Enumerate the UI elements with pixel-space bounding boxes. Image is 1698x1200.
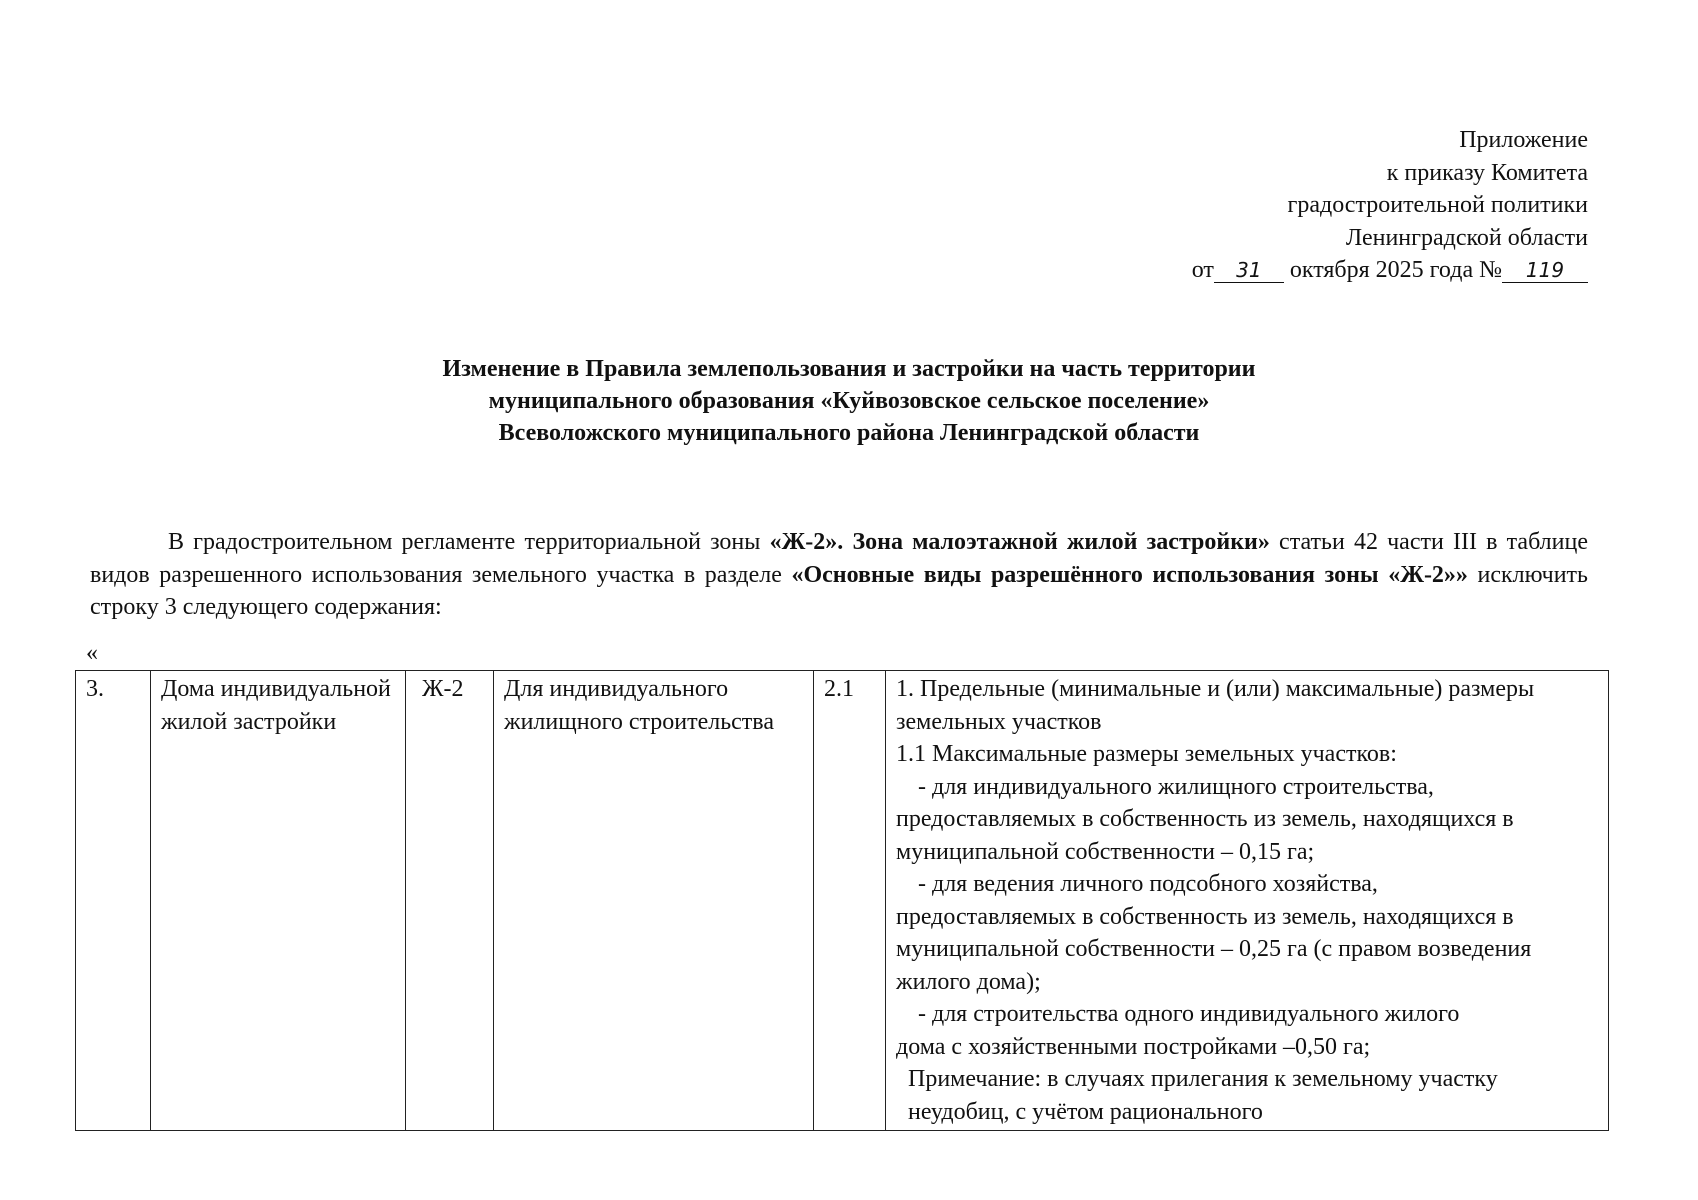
parameters-cell (886, 671, 1609, 1131)
appendix-header (1192, 124, 1588, 287)
date-prefix: от (1191, 257, 1214, 283)
order-day: 31 (1214, 258, 1284, 283)
table-row (76, 671, 1609, 1131)
param-line: - для строительства одного индивидуального жилого (918, 1001, 1460, 1027)
appendix-line: градостроительной политики (1287, 192, 1588, 218)
title-line: Всеволожского муниципального района Ленинградской области (498, 420, 1200, 446)
appendix-line: к приказу Комитета (1386, 159, 1588, 186)
document-title (0, 353, 1698, 449)
param-line: предоставляемых в собственность из земель, находящихся в муниципальной собственности – 0,15 га; (896, 806, 1514, 865)
title-line: муниципального образования «Куйвозовское сельское поселение» (488, 388, 1210, 414)
zone-name: «Ж-2». Зона малоэтажной жилой застройки» (769, 529, 1270, 555)
param-line: дома с хозяйственными постройками –0,50 га; (896, 1033, 1371, 1060)
use-name-cell: Дома индивидуальной жилой застройки (151, 671, 406, 1131)
section-name: «Основные виды разрешённого использования зоны «Ж-2»» (791, 561, 1468, 588)
opening-quote: « (86, 640, 98, 666)
param-line: - для ведения личного подсобного хозяйства, (918, 871, 1378, 897)
order-number: 119 (1502, 258, 1588, 283)
body-text-part: исключить строку 3 следующего содержания: (90, 561, 1588, 620)
purpose-cell: Для индивидуального жилищного строительства (494, 671, 814, 1131)
param-line: 1.1 Максимальные размеры земельных участков: (896, 741, 1397, 767)
zone-cell: Ж-2 (406, 671, 494, 1131)
body-text-part: В градостроительном регламенте территориальной зоны (168, 529, 770, 555)
title-line: Изменение в Правила землепользования и застройки на часть территории (442, 356, 1256, 382)
appendix-line: Приложение (1459, 127, 1588, 153)
param-line: предоставляемых в собственность из земель, находящихся в муниципальной собственности – 0,25 га (с правом возведения жилого дома); (896, 903, 1532, 995)
body-paragraph (90, 526, 1588, 624)
param-line: - для индивидуального жилищного строительства, (918, 773, 1434, 800)
code-cell: 2.1 (814, 671, 886, 1131)
date-middle: октября 2025 года № (1289, 257, 1502, 283)
appendix-line: Ленинградской области (1345, 224, 1588, 251)
order-date-line (1192, 254, 1588, 287)
regulation-table (75, 670, 1609, 1131)
row-number-cell: 3. (76, 671, 151, 1131)
param-line: 1. Предельные (минимальные и (или) максимальные) размеры земельных участков (896, 676, 1535, 735)
body-text-part: статьи 42 части III в таблице видов разрешенного использования земельного участка в разделе (90, 529, 1588, 588)
param-line: Примечание: в случаях прилегания к земельному участку неудобиц, с учётом рационального (908, 1066, 1498, 1125)
